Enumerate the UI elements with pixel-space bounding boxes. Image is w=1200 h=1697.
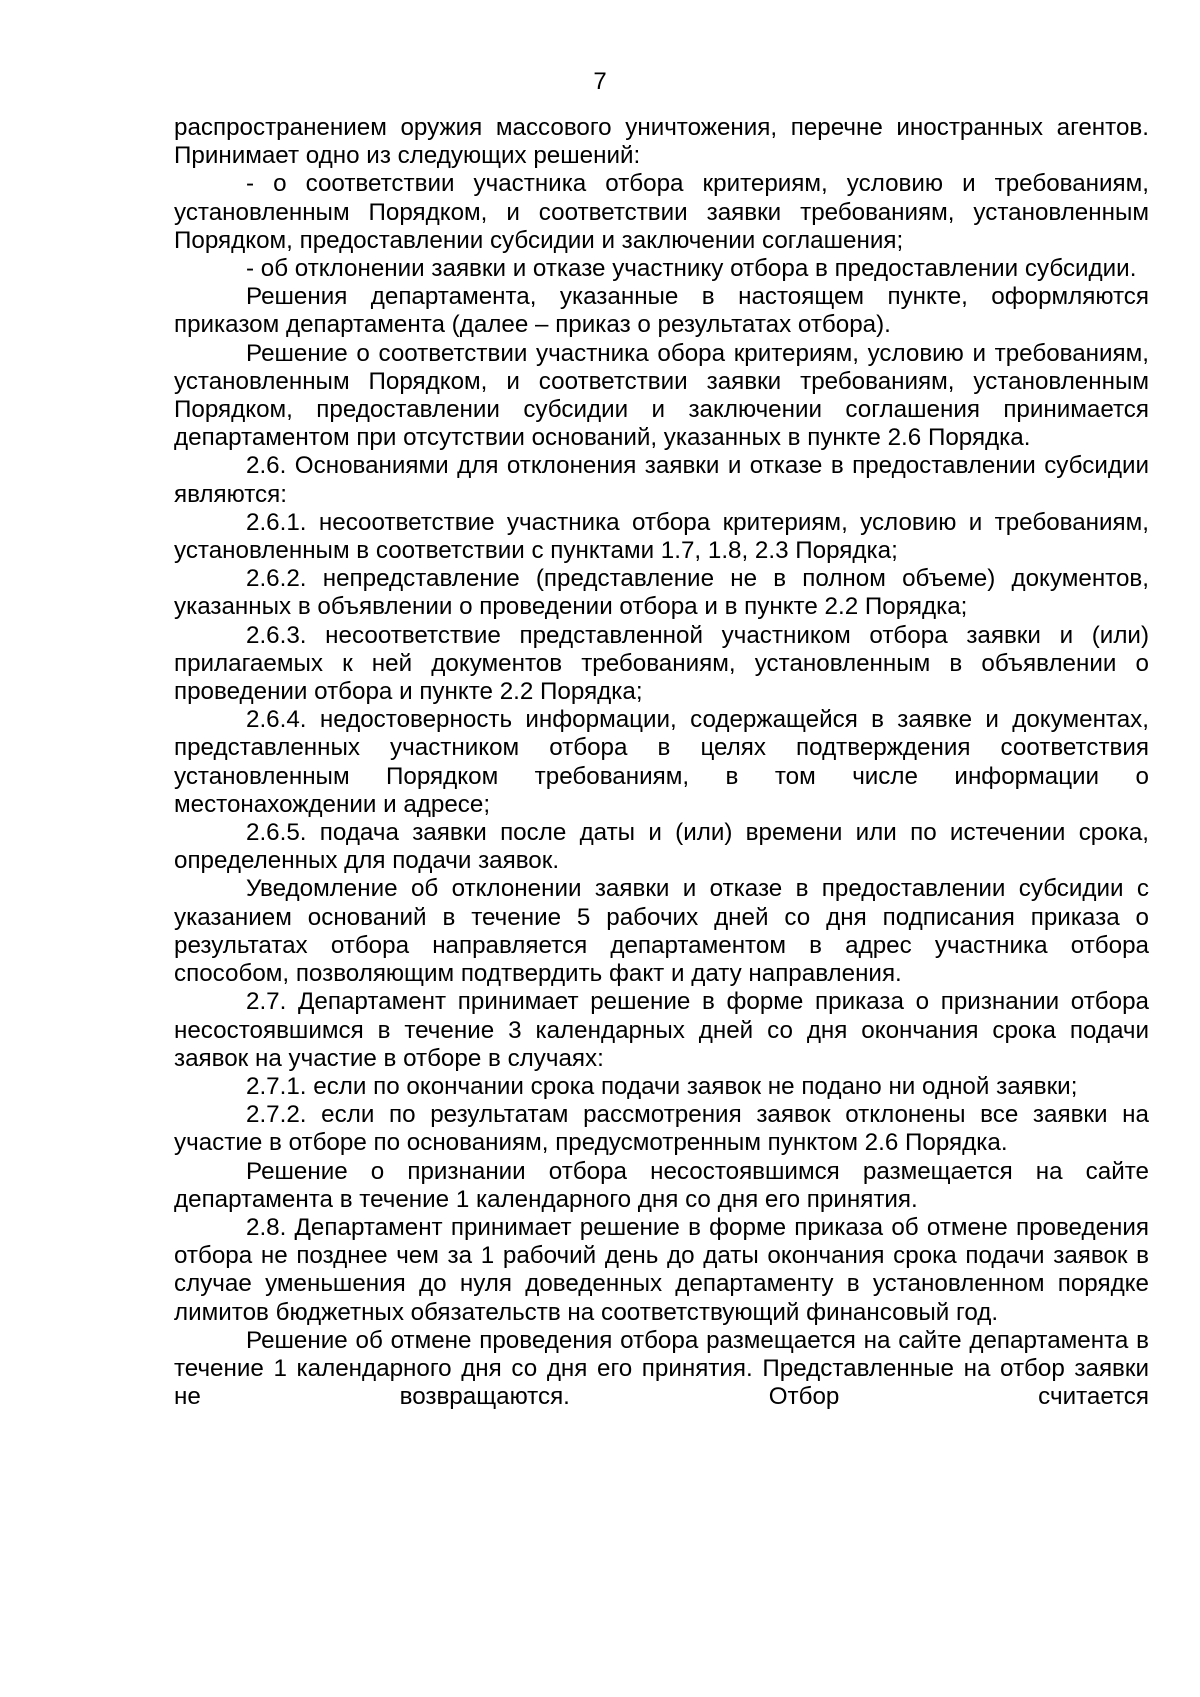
paragraph: - о соответствии участника отбора критериям, условию и требованиям, установленным Порядком, и соответствии заявки требованиям, установленным Порядком, предоставлении субсидии и заключении соглашения;	[174, 170, 1149, 254]
paragraph: 2.7.1. если по окончании срока подачи заявок не подано ни одной заявки;	[246, 1072, 1078, 1100]
paragraph: 2.6.4. недостоверность информации, содержащейся в заявке и документах, представленных участником отбора в целях подтверждения соответствия установленным Порядком требованиям, в том числе информации о местонахождении и адресе;	[174, 706, 1149, 818]
paragraph: распространением оружия массового уничтожения, перечне иностранных агентов. Принимает одно из следующих решений:	[174, 114, 1149, 170]
paragraph: 2.6.1. несоответствие участника отбора критериям, условию и требованиям, установленным в соответствии с пунктами 1.7, 1.8, 2.3 Порядка;	[174, 508, 1149, 565]
paragraph: 2.7. Департамент принимает решение в форме приказа о признании отбора несостоявшимся в течение 3 календарных дней со дня окончания срока подачи заявок на участие в отборе в случаях:	[174, 988, 1149, 1072]
paragraph: Решение о признании отбора несостоявшимся размещается на сайте департамента в течение 1 календарного дня со дня его принятия.	[174, 1157, 1149, 1213]
paragraph: 2.7.2. если по результатам рассмотрения заявок отклонены все заявки на участие в отборе по основаниям, предусмотренным пунктом 2.6 Порядка.	[174, 1101, 1149, 1157]
page-number: 7	[593, 68, 607, 95]
paragraph: Уведомление об отклонении заявки и отказе в предоставлении субсидии с указанием оснований в течение 5 рабочих дней со дня подписания приказа о результатах отбора направляется департаментом в адрес участника отбора способом, позволяющим подтвердить факт и дату направления.	[174, 875, 1149, 988]
paragraph: Решение о соответствии участника обора критериям, условию и требованиям, установленным Порядком, и соответствии заявки требованиям, установленным Порядком, предоставлении субсидии и заключении соглашения принимается департаментом при отсутствии оснований, указанных в пункте 2.6 Порядка.	[174, 339, 1149, 452]
paragraph: - об отклонении заявки и отказе участнику отбора в предоставлении субсидии.	[246, 255, 1137, 283]
paragraph: 2.6.5. подача заявки после даты и (или) времени или по истечении срока, определенных для подачи заявок.	[174, 819, 1149, 875]
paragraph: 2.6.2. непредставление (представление не в полном объеме) документов, указанных в объявлении о проведении отбора и в пункте 2.2 Порядка;	[174, 565, 1149, 621]
paragraph: Решения департамента, указанные в настоящем пункте, оформляются приказом департамента (далее – приказ о результатах отбора).	[174, 283, 1149, 339]
document-body	[174, 114, 1149, 1411]
paragraph: 2.6. Основаниями для отклонения заявки и отказе в предоставлении субсидии являются:	[174, 452, 1149, 508]
paragraph: Решение об отмене проведения отбора размещается на сайте департамента в течение 1 календарного дня со дня его принятия. Представленные на отбор заявки не возвращаются. Отбор считается	[174, 1326, 1149, 1411]
paragraph: 2.8. Департамент принимает решение в форме приказа об отмене проведения отбора не позднее чем за 1 рабочий день до даты окончания срока подачи заявок в случае уменьшения до нуля доведенных департаменту в установленном порядке лимитов бюджетных обязательств на соответствующий финансовый год.	[174, 1213, 1149, 1326]
paragraph: 2.6.3. несоответствие представленной участником отбора заявки и (или) прилагаемых к ней документов требованиям, установленным в объявлении о проведении отбора и пункте 2.2 Порядка;	[174, 621, 1149, 706]
